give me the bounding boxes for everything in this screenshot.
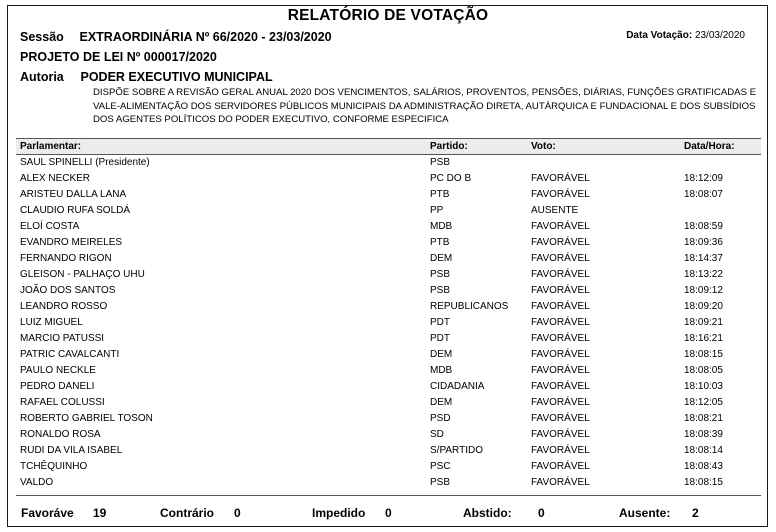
hora-cell: 18:10:03	[684, 381, 723, 392]
table-row	[16, 315, 761, 331]
table-row	[16, 363, 761, 379]
vereador-name: ROBERTO GABRIEL TOSON	[20, 413, 153, 424]
partido-cell: PSB	[430, 157, 451, 168]
total-contrario-value: 0	[234, 506, 241, 520]
hora-cell: 18:09:20	[684, 301, 723, 312]
hora-cell: 18:08:15	[684, 477, 723, 488]
total-abstido-value: 0	[538, 506, 545, 520]
voto-cell: FAVORÁVEL	[531, 477, 590, 488]
partido-cell: PTB	[430, 189, 450, 200]
voto-cell: FAVORÁVEL	[531, 365, 590, 376]
vereador-name: FERNANDO RIGON	[20, 253, 112, 264]
ementa-text: DISPÕE SOBRE A REVISÃO GERAL ANUAL 2020 DOS VENCIMENTOS, SALÁRIOS, PROVENTOS, PENSÕES, DIÁRIAS, FUNÇÕES GRATIFICADAS E VALE-ALIMENTAÇÃO DOS SERVIDORES PÚBLICOS MUNICIPAIS DA ADMINISTRAÇÃO DIRETA, AUTÁRQUICA E FUNDACIONAL E DOS SUBSÍDIOS DOS AGENTES POLÍTICOS DO PODER EXECUTIVO, CONFORME ESPECIFICA	[93, 87, 757, 125]
hora-cell: 18:14:37	[684, 253, 723, 264]
table-header	[16, 138, 761, 155]
vereador-name: SAUL SPINELLI (Presidente)	[20, 157, 150, 168]
data-votacao-label: Data Votação:	[626, 30, 693, 41]
vereador-name: VALDO	[20, 477, 54, 488]
footer-divider	[16, 495, 761, 496]
hora-cell: 18:08:21	[684, 413, 723, 424]
hora-cell: 18:13:22	[684, 269, 723, 280]
table-row	[16, 187, 761, 203]
table-row	[16, 283, 761, 299]
table-row	[16, 427, 761, 443]
partido-cell: PDT	[430, 317, 450, 328]
hora-cell: 18:09:36	[684, 237, 723, 248]
voto-cell: FAVORÁVEL	[531, 349, 590, 360]
table-row	[16, 379, 761, 395]
vereador-name: PATRIC CAVALCANTI	[20, 349, 120, 360]
table-row	[16, 299, 761, 315]
hora-cell: 18:09:21	[684, 317, 723, 328]
voto-cell: AUSENTE	[531, 205, 579, 216]
voto-cell: FAVORÁVEL	[531, 269, 590, 280]
table-row	[16, 459, 761, 475]
autoria-label: Autoria	[20, 70, 64, 84]
partido-cell: PDT	[430, 333, 450, 344]
partido-cell: PSB	[430, 285, 451, 296]
total-ausente-value: 2	[692, 506, 699, 520]
total-contrario-label: Contrário	[160, 506, 214, 520]
partido-cell: DEM	[430, 253, 453, 264]
total-favoravel-label: Favoráve	[21, 506, 74, 520]
table-row	[16, 155, 761, 171]
vereador-name: PEDRO DANELI	[20, 381, 95, 392]
voto-cell: FAVORÁVEL	[531, 445, 590, 456]
partido-cell: CIDADANIA	[430, 381, 485, 392]
voto-cell: FAVORÁVEL	[531, 429, 590, 440]
voto-cell: FAVORÁVEL	[531, 333, 590, 344]
report-title: RELATÓRIO DE VOTAÇÃO	[287, 7, 489, 24]
partido-cell: DEM	[430, 349, 453, 360]
partido-cell: PSB	[430, 477, 451, 488]
voto-cell: FAVORÁVEL	[531, 237, 590, 248]
hora-cell: 18:08:39	[684, 429, 723, 440]
table-row	[16, 251, 761, 267]
sessao-value: EXTRAORDINÁRIA Nº 66/2020 - 23/03/2020	[79, 30, 332, 44]
data-votacao	[626, 30, 745, 41]
vereador-name: GLEISON - PALHAÇO UHU	[20, 269, 145, 280]
voto-cell: FAVORÁVEL	[531, 253, 590, 264]
table-row	[16, 267, 761, 283]
table-row	[16, 219, 761, 235]
data-votacao-value: 23/03/2020	[694, 30, 745, 41]
vereador-name: CLAUDIO RUFA SOLDÁ	[20, 205, 131, 216]
vereador-name: RAFAEL COLUSSI	[20, 397, 105, 408]
partido-cell: PTB	[430, 237, 450, 248]
hora-cell: 18:08:15	[684, 349, 723, 360]
autoria-value: PODER EXECUTIVO MUNICIPAL	[80, 70, 273, 84]
hora-cell: 18:08:07	[684, 189, 723, 200]
header-datahora: Data/Hora:	[684, 141, 735, 152]
votes-table-body	[16, 155, 761, 491]
partido-cell: PSB	[430, 269, 451, 280]
vereador-name: PAULO NECKLE	[20, 365, 96, 376]
total-impedido-label: Impedido	[312, 506, 366, 520]
voto-cell: FAVORÁVEL	[531, 189, 590, 200]
vereador-name: RUDI DA VILA ISABEL	[20, 445, 123, 456]
partido-cell: MDB	[430, 221, 453, 232]
vereador-name: LUIZ MIGUEL	[20, 317, 83, 328]
partido-cell: DEM	[430, 397, 453, 408]
voto-cell: FAVORÁVEL	[531, 397, 590, 408]
hora-cell: 18:08:59	[684, 221, 723, 232]
voto-cell: FAVORÁVEL	[531, 285, 590, 296]
projeto-title: PROJETO DE LEI Nº 000017/2020	[20, 50, 217, 64]
voto-cell: FAVORÁVEL	[531, 381, 590, 392]
table-row	[16, 347, 761, 363]
total-abstido-label: Abstido:	[463, 506, 512, 520]
vereador-name: ARISTEU DALLA LANA	[20, 189, 127, 200]
table-row	[16, 331, 761, 347]
voto-cell: FAVORÁVEL	[531, 173, 590, 184]
partido-cell: PSD	[430, 413, 451, 424]
hora-cell: 18:08:43	[684, 461, 723, 472]
vereador-name: RONALDO ROSA	[20, 429, 101, 440]
header-voto: Voto:	[531, 141, 556, 152]
vereador-name: TCHÊQUINHO	[20, 461, 88, 472]
vereador-name: ELOÍ COSTA	[20, 221, 80, 232]
voto-cell: FAVORÁVEL	[531, 413, 590, 424]
voto-cell: FAVORÁVEL	[531, 221, 590, 232]
partido-cell: PSC	[430, 461, 451, 472]
table-row	[16, 443, 761, 459]
sessao-line	[20, 30, 332, 44]
partido-cell: PP	[430, 205, 444, 216]
voto-cell: FAVORÁVEL	[531, 301, 590, 312]
partido-cell: MDB	[430, 365, 453, 376]
total-impedido-value: 0	[385, 506, 392, 520]
table-row	[16, 203, 761, 219]
voto-cell: FAVORÁVEL	[531, 461, 590, 472]
header-partido: Partido:	[430, 141, 468, 152]
hora-cell: 18:12:09	[684, 173, 723, 184]
header-parlamentar: Parlamentar:	[20, 141, 82, 152]
table-row	[16, 395, 761, 411]
hora-cell: 18:16:21	[684, 333, 723, 344]
total-ausente-label: Ausente:	[619, 506, 671, 520]
partido-cell: REPUBLICANOS	[430, 301, 509, 312]
voto-cell: FAVORÁVEL	[531, 317, 590, 328]
hora-cell: 18:08:05	[684, 365, 723, 376]
partido-cell: SD	[430, 429, 444, 440]
hora-cell: 18:12:05	[684, 397, 723, 408]
hora-cell: 18:08:14	[684, 445, 723, 456]
partido-cell: PC DO B	[430, 173, 472, 184]
table-row	[16, 235, 761, 251]
vereador-name: LEANDRO ROSSO	[20, 301, 108, 312]
partido-cell: S/PARTIDO	[430, 445, 483, 456]
vereador-name: ALEX NECKER	[20, 173, 91, 184]
table-row	[16, 475, 761, 491]
table-row	[16, 171, 761, 187]
sessao-label: Sessão	[20, 30, 64, 44]
vereador-name: EVANDRO MEIRELES	[20, 237, 123, 248]
autoria-line	[20, 70, 273, 84]
vereador-name: JOÃO DOS SANTOS	[20, 285, 116, 296]
vereador-name: MARCIO PATUSSI	[20, 333, 105, 344]
hora-cell: 18:09:12	[684, 285, 723, 296]
table-row	[16, 411, 761, 427]
total-favoravel-value: 19	[93, 506, 107, 520]
